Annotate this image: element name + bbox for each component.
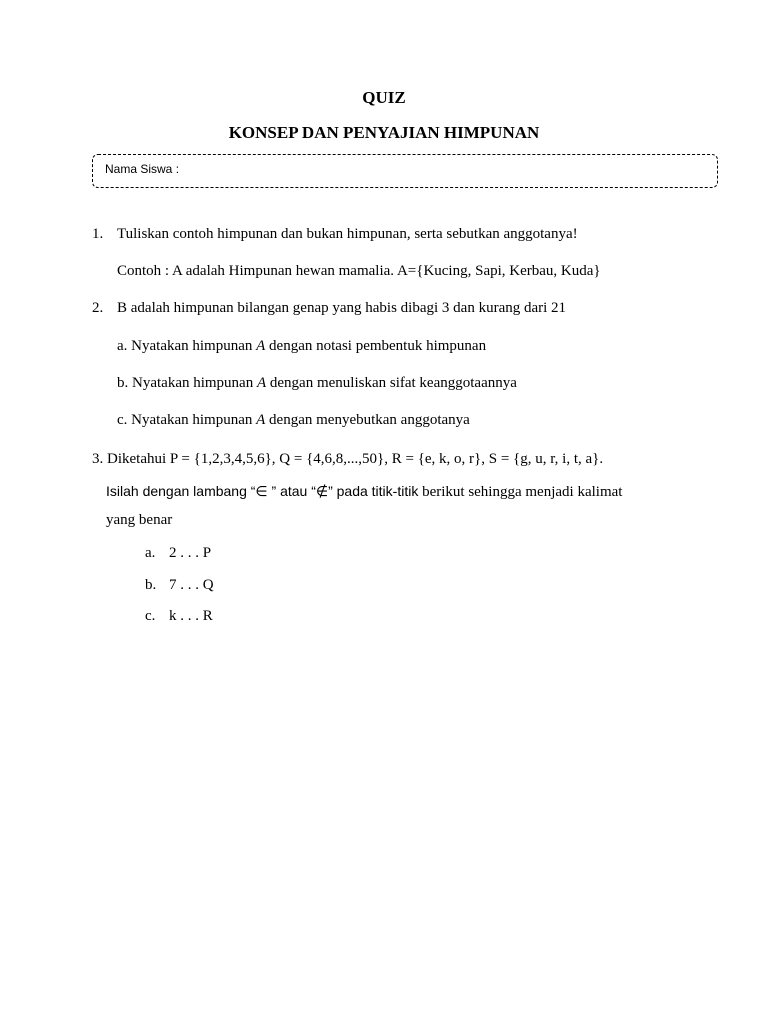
- q3-item-a-label: a.: [145, 545, 156, 561]
- q3-item-c-label: c.: [145, 608, 156, 624]
- q3-item-c-text: k . . . R: [169, 608, 213, 624]
- quiz-title: QUIZ: [362, 88, 406, 107]
- student-name-box[interactable]: [92, 154, 718, 188]
- q2-b-pre: b. Nyatakan himpunan: [117, 375, 257, 391]
- q2-c-post: dengan menyebutkan anggotanya: [265, 412, 470, 428]
- q2-b-post: dengan menuliskan sifat keanggotaannya: [266, 375, 517, 391]
- q2-c-var: A: [256, 412, 266, 428]
- student-name-label: Nama Siswa :: [105, 162, 180, 176]
- q2-item-b: [117, 375, 517, 392]
- q2-a-pre: a. Nyatakan himpunan: [117, 338, 257, 354]
- q3-instruction-part2: berikut sehingga menjadi kalimat: [418, 484, 623, 500]
- q3-item-b-label: b.: [145, 577, 157, 593]
- q3-item-a-text: 2 . . . P: [169, 545, 212, 561]
- q2-a-post: dengan notasi pembentuk himpunan: [265, 338, 487, 354]
- q1-example: Contoh : A adalah Himpunan hewan mamalia. A={Kucing, Sapi, Kerbau, Kuda}: [117, 263, 601, 279]
- q2-number: 2.: [92, 300, 104, 316]
- q2-c-pre: c. Nyatakan himpunan: [117, 412, 257, 428]
- q3-text: 3. Diketahui P = {1,2,3,4,5,6}, Q = {4,6,8,...,50}, R = {e, k, o, r}, S = {g, u, r, i, t, a}.: [92, 451, 604, 467]
- q3-instruction-part1: Isilah dengan lambang “∈ ” atau “∉” pada titik-titik: [106, 483, 419, 499]
- quiz-subtitle: KONSEP DAN PENYAJIAN HIMPUNAN: [228, 123, 540, 142]
- q2-item-a: [117, 338, 486, 355]
- q3-instruction: [106, 483, 622, 501]
- q1-text: Tuliskan contoh himpunan dan bukan himpunan, serta sebutkan anggotanya!: [117, 226, 578, 242]
- q2-a-var: A: [256, 338, 266, 354]
- q2-text: B adalah himpunan bilangan genap yang habis dibagi 3 dan kurang dari 21: [117, 300, 567, 316]
- q1-number: 1.: [92, 226, 104, 242]
- q2-item-c: [117, 412, 470, 429]
- q3-instruction-line2: yang benar: [106, 512, 173, 528]
- q2-b-var: A: [256, 375, 267, 391]
- q3-item-b-text: 7 . . . Q: [169, 577, 214, 593]
